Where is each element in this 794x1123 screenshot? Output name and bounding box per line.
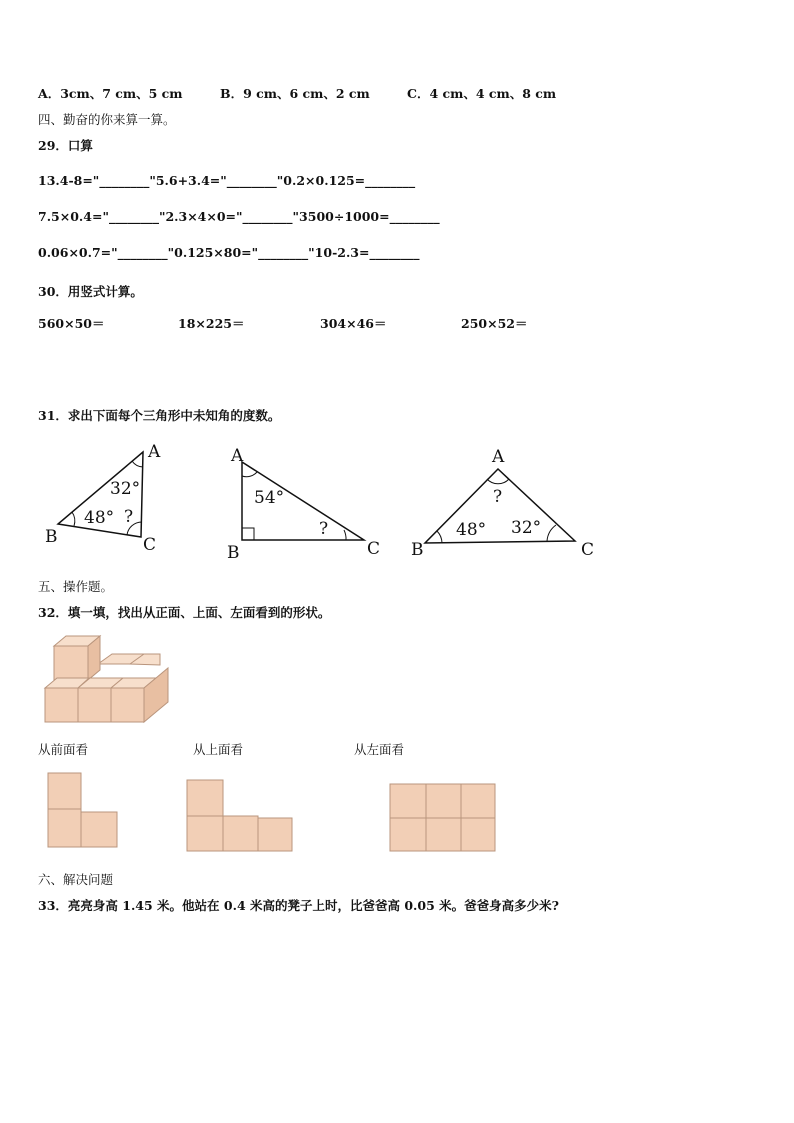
triangle-1-vertex-a: A — [148, 442, 161, 462]
triangle-2-vertex-c: C — [367, 539, 381, 559]
option-c: C．4 cm、4 cm、8 cm — [407, 86, 557, 101]
triangle-1-angle-a: 32° — [110, 479, 141, 499]
triangle-3-angle-c: 32° — [511, 518, 542, 538]
section-4-title: 四、勤奋的你来算一算。 — [38, 112, 176, 127]
triangle-2-vertex-a: A — [231, 446, 244, 466]
q30-title: 30．用竖式计算。 — [38, 284, 143, 299]
q29-row-2: 7.5×0.4="________"2.3×4×0="________"3500÷1000=________ — [38, 209, 440, 224]
triangle-3-vertex-c: C — [581, 540, 595, 560]
triangle-1-angle-b: 48° — [84, 508, 115, 528]
q32-title: 32．填一填，找出从正面、上面、左面看到的形状。 — [38, 605, 331, 620]
triangle-3-angle-a: ? — [493, 487, 503, 507]
q30-item-4: 250×52＝ — [461, 316, 528, 331]
q30-item-3: 304×46＝ — [320, 316, 387, 331]
triangle-2-vertex-b: B — [227, 543, 240, 563]
triangle-1-vertex-b: B — [45, 527, 58, 547]
triangle-1-vertex-c: C — [143, 535, 157, 555]
view-label-top: 从上面看 — [193, 742, 244, 757]
q29-title: 29．口算 — [38, 138, 93, 153]
option-b: B．9 cm、6 cm、2 cm — [220, 86, 370, 101]
q30-item-2: 18×225＝ — [178, 316, 245, 331]
view-label-front: 从前面看 — [38, 742, 89, 757]
view-label-left: 从左面看 — [354, 742, 405, 757]
triangle-3-angle-b: 48° — [456, 520, 487, 540]
triangle-2-angle-a: 54° — [254, 488, 285, 508]
section-5-title: 五、操作题。 — [38, 579, 114, 594]
triangle-2-angle-c: ? — [319, 519, 329, 539]
q30-item-1: 560×50＝ — [38, 316, 105, 331]
q33-title: 33．亮亮身高 1.45 米。他站在 0.4 米高的凳子上时，比爸爸高 0.05 米。爸爸身高多少米? — [38, 898, 559, 913]
option-a: A．3cm、7 cm、5 cm — [38, 86, 183, 101]
section-6-title: 六、解决问题 — [38, 872, 114, 887]
triangle-3-vertex-b: B — [411, 540, 424, 560]
q29-row-3: 0.06×0.7="________"0.125×80="________"10-2.3=________ — [38, 245, 420, 260]
q31-title: 31．求出下面每个三角形中未知角的度数。 — [38, 408, 281, 423]
triangle-1-angle-c: ? — [124, 507, 134, 527]
triangle-3-vertex-a: A — [492, 447, 505, 467]
q29-row-1: 13.4-8="________"5.6+3.4="________"0.2×0.125=________ — [38, 173, 416, 188]
